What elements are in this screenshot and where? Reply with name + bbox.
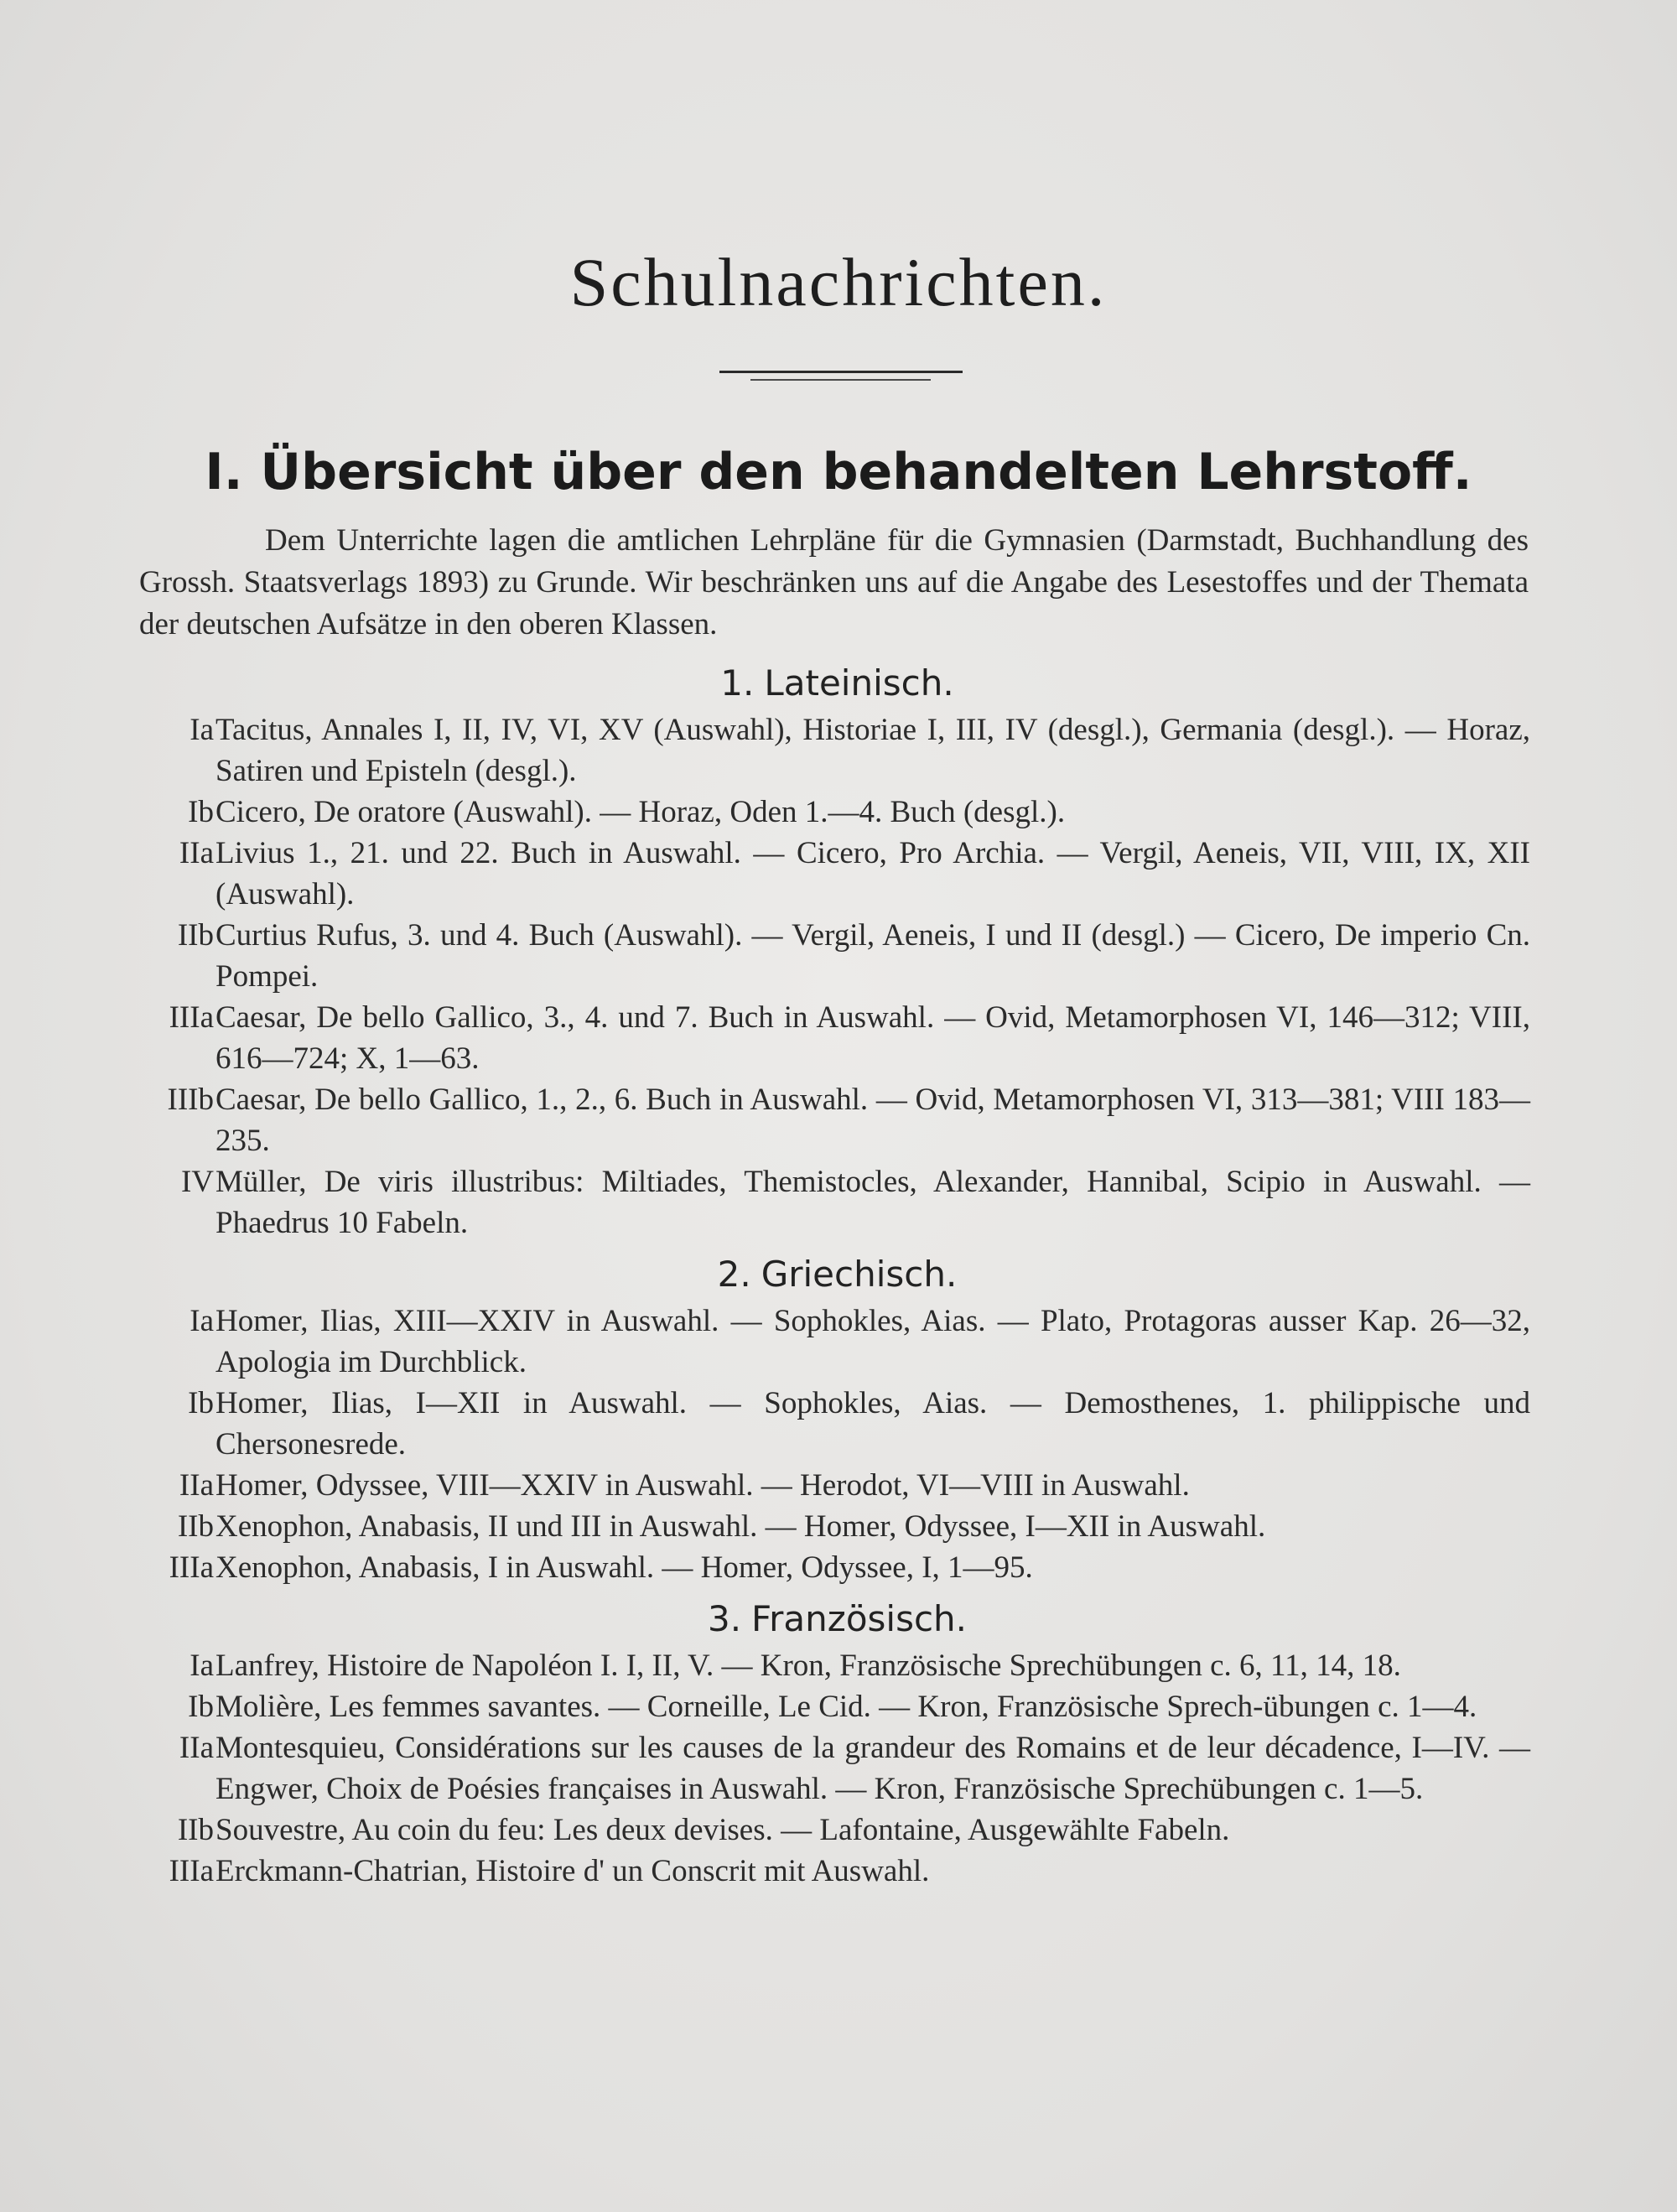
class-label: Ia — [190, 1304, 214, 1338]
title-rule — [719, 371, 963, 373]
list-item — [134, 1645, 1530, 1686]
reading-text: Souvestre, Au coin du feu: Les deux devises. — Lafontaine, Ausgewählte Fabeln. — [215, 1813, 1230, 1847]
subject-number: 2. — [717, 1254, 751, 1295]
subject-name: Lateinisch. — [764, 662, 954, 704]
class-label: IIa — [179, 836, 214, 870]
list-item — [134, 997, 1530, 1079]
list-item — [134, 1161, 1530, 1244]
class-label: IIb — [177, 1813, 214, 1847]
class-label: IIIa — [169, 1854, 214, 1888]
class-label: Ia — [190, 1649, 214, 1683]
list-item — [134, 1465, 1530, 1506]
reading-text: Xenophon, Anabasis, II und III in Auswahl. — Homer, Odyssee, I—XII in Auswahl. — [215, 1509, 1266, 1544]
list-item — [134, 1547, 1530, 1588]
reading-text: Tacitus, Annales I, II, IV, VI, XV (Auswahl), Historiae I, III, IV (desgl.), Germania (desgl.). — Horaz, Satiren und Episteln (desgl.). — [215, 713, 1530, 788]
reading-text: Homer, Ilias, XIII—XXIV in Auswahl. — Sophokles, Aias. — Plato, Protagoras ausser Kap. 26—32, Apologia im Durchblick. — [215, 1304, 1530, 1379]
class-label: Ib — [188, 1690, 214, 1724]
list-item — [134, 1727, 1530, 1810]
reading-text: Cicero, De oratore (Auswahl). — Horaz, Oden 1.—4. Buch (desgl.). — [215, 795, 1066, 829]
class-label: IIb — [177, 918, 214, 953]
class-label: IIb — [177, 1509, 214, 1544]
subject-list — [134, 662, 1530, 1892]
subject-name: Französisch. — [751, 1598, 968, 1639]
list-item — [134, 709, 1530, 792]
reading-text: Homer, Odyssee, VIII—XXIV in Auswahl. — Herodot, VI—VIII in Auswahl. — [215, 1468, 1190, 1503]
list-item — [134, 1383, 1530, 1465]
subject-title-latin — [134, 662, 1530, 704]
list-item — [134, 1851, 1530, 1892]
page-title: Schulnachrichten. — [569, 244, 1108, 320]
reading-text: Homer, Ilias, I—XII in Auswahl. — Sophokles, Aias. — Demosthenes, 1. philippische und Chersonesrede. — [215, 1386, 1530, 1462]
reading-text: Caesar, De bello Gallico, 3., 4. und 7. Buch in Auswahl. — Ovid, Metamorphosen VI, 146—312; VIII, 616—724; X, 1—63. — [215, 1000, 1530, 1076]
list-item — [134, 1079, 1530, 1161]
reading-text: Lanfrey, Histoire de Napoléon I. I, II, V. — Kron, Französische Sprechübungen c. 6, 11, 14, 18. — [215, 1649, 1401, 1683]
subject-title-greek — [134, 1254, 1530, 1296]
class-label: IV — [180, 1165, 214, 1199]
reading-text: Curtius Rufus, 3. und 4. Buch (Auswahl). — Vergil, Aeneis, I und II (desgl.) — Cicero, De imperio Cn. Pompei. — [215, 918, 1530, 994]
reading-text: Caesar, De bello Gallico, 1., 2., 6. Buch in Auswahl. — Ovid, Metamorphosen VI, 313—381; VIII 183—235. — [215, 1083, 1530, 1158]
list-item — [134, 1301, 1530, 1383]
title-rule-inner — [750, 379, 931, 381]
reading-text: Molière, Les femmes savantes. — Corneille, Le Cid. — Kron, Französische Sprech-übungen c. 1—4. — [215, 1690, 1477, 1724]
class-label: Ib — [188, 795, 214, 829]
reading-text: Müller, De viris illustribus: Miltiades, Themistocles, Alexander, Hannibal, Scipio in Auswahl. — Phaedrus 10 Fabeln. — [215, 1165, 1530, 1240]
subject-name: Griechisch. — [761, 1254, 958, 1295]
class-label: IIIb — [167, 1083, 214, 1117]
class-label: IIa — [179, 1468, 214, 1503]
reading-text: Erckmann-Chatrian, Histoire d' un Conscrit mit Auswahl. — [215, 1854, 930, 1888]
list-item — [134, 1686, 1530, 1727]
subject-number: 3. — [707, 1598, 742, 1639]
reading-text: Montesquieu, Considérations sur les causes de la grandeur des Romains et de leur décadence, I—IV. — Engwer, Choix de Poésies françaises in Auswahl. — Kron, Französische Sprechübungen c. 1—5. — [215, 1731, 1530, 1806]
section-heading: I. Übersicht über den behandelten Lehrstoff. — [205, 443, 1472, 501]
class-label: IIIa — [169, 1550, 214, 1585]
class-label: Ia — [190, 713, 214, 747]
subject-title-french — [134, 1598, 1530, 1640]
list-item — [134, 792, 1530, 833]
list-item — [134, 1810, 1530, 1851]
class-label: IIa — [179, 1731, 214, 1765]
reading-text: Xenophon, Anabasis, I in Auswahl. — Homer, Odyssee, I, 1—95. — [215, 1550, 1033, 1585]
class-label: Ib — [188, 1386, 214, 1420]
reading-text: Livius 1., 21. und 22. Buch in Auswahl. — Cicero, Pro Archia. — Vergil, Aeneis, VII, VIII, IX, XII (Auswahl). — [215, 836, 1530, 911]
intro-paragraph: Dem Unterrichte lagen die amtlichen Lehrpläne für die Gymnasien (Darmstadt, Buchhandlung des Grossh. Staatsverlags 1893) zu Grunde. Wir beschränken uns auf die Angabe des Lesestoffes und der Themata der deutschen Aufsätze in den oberen Klassen. — [139, 523, 1529, 641]
subject-number: 1. — [720, 662, 755, 704]
list-item — [134, 915, 1530, 997]
class-label: IIIa — [169, 1000, 214, 1035]
list-item — [134, 833, 1530, 915]
list-item — [134, 1506, 1530, 1547]
